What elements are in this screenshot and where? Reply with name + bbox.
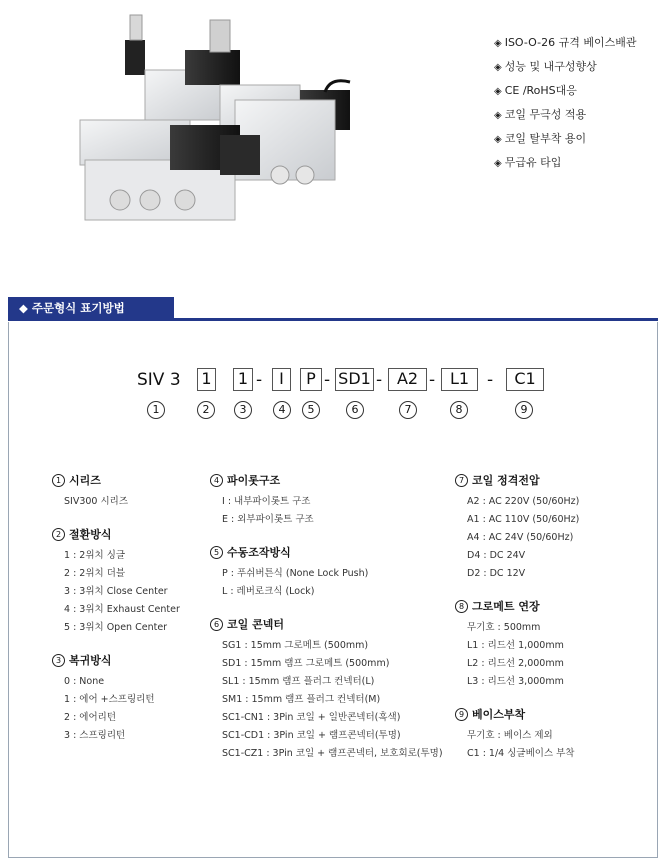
order-section-header (8, 297, 658, 321)
code-part: P (300, 368, 322, 391)
diamond-icon: ◈ (494, 62, 502, 73)
code-dash: - (256, 370, 263, 390)
code-part: C1 (506, 368, 544, 391)
spec-item: I : 내부파이롯트 구조 (222, 496, 311, 507)
code-part: A2 (388, 368, 427, 391)
code-dash: - (429, 370, 436, 390)
section-divider (8, 318, 658, 321)
spec-title: 파이롯구조 (227, 474, 281, 487)
spec-item: SC1-CN1 : 3Pin 코일 + 일반콘넥터(흑색) (222, 712, 401, 723)
spec-item: SL1 : 15mm 램프 플러그 컨넥터(L) (222, 676, 375, 687)
code-number: 3 (234, 401, 252, 419)
spec-item: 2 : 에어리턴 (64, 712, 116, 723)
spec-grommet: 8 그로메트 연장 무기호 : 500mm L1 : 리드선 1,000mm L2 : 리드선 2,000mm L3 : 리드선 3,000mm (455, 598, 579, 691)
spec-item: 5 : 3위치 Open Center (64, 622, 168, 633)
code-dash: - (324, 370, 331, 390)
spec-item: SM1 : 15mm 램프 플러그 컨넥터(M) (222, 694, 381, 705)
diamond-icon: ◈ (494, 134, 502, 145)
code-number: 2 (197, 401, 215, 419)
spec-item: L2 : 리드선 2,000mm (467, 658, 564, 669)
feature-item: ◈ 무급유 타입 (494, 156, 562, 169)
code-series: SIV 3 (137, 370, 181, 390)
spec-title: 수동조작방식 (227, 546, 291, 559)
spec-item: A1 : AC 110V (50/60Hz) (467, 514, 580, 525)
spec-item: 0 : None (64, 676, 105, 687)
code-part: I (272, 368, 291, 391)
code-number: 4 (273, 401, 291, 419)
spec-switching: 2 절환방식 1 : 2위치 싱글 2 : 2위치 더블 3 : 3위치 Close Center 4 : 3위치 Exhaust Center 5 : 3위치 Open Center (52, 526, 180, 637)
feature-list (494, 31, 636, 175)
spec-item: 2 : 2위치 더블 (64, 568, 126, 579)
spec-title: 시리즈 (69, 474, 101, 487)
diamond-icon: ◈ (494, 38, 502, 49)
spec-column-1 (52, 472, 180, 760)
code-part: L1 (441, 368, 478, 391)
spec-column-2 (210, 472, 443, 778)
spec-manual: 5 수동조작방식 P : 푸쉬버튼식 (None Lock Push) L : 레버로크식 (Lock) (210, 544, 443, 601)
diamond-icon: ◈ (494, 158, 502, 169)
diamond-icon: ◈ (494, 110, 502, 121)
feature-item: ◈ CE /RoHS대응 (494, 84, 577, 97)
spec-item: E : 외부파이롯트 구조 (222, 514, 314, 525)
order-code (0, 367, 666, 397)
spec-item: P : 푸쉬버튼식 (None Lock Push) (222, 568, 369, 579)
spec-connector: 6 코일 콘넥터 SG1 : 15mm 그로메트 (500mm) SD1 : 15mm 램프 그로메트 (500mm) SL1 : 15mm 램프 플러그 컨넥터(L) SM1 : 15mm 램프 플러그 컨넥터(M) SC1-CN1 : 3Pin 코일 + 일반콘넥터(흑색) SC1-CD1 : 3Pin 코일 + 램프콘넥터(투명) SC1-CZ1 : 3Pin 코일 + 램프콘넥터, 보호회로(투명) (210, 616, 443, 763)
feature-item: ◈ ISO-O-26 규격 베이스배관 (494, 36, 637, 49)
code-dash: - (487, 370, 494, 390)
spec-item: SIV300 시리즈 (64, 496, 129, 507)
spec-item: SD1 : 15mm 램프 그로메트 (500mm) (222, 658, 390, 669)
spec-base: 9 베이스부착 무기호 : 베이스 제외 C1 : 1/4 싱글베이스 부착 (455, 706, 579, 763)
code-part: 1 (233, 368, 253, 391)
spec-item: 3 : 3위치 Close Center (64, 586, 168, 597)
spec-title: 베이스부착 (472, 708, 526, 721)
spec-item: SC1-CD1 : 3Pin 코일 + 램프콘넥터(투명) (222, 730, 401, 741)
spec-item: A4 : AC 24V (50/60Hz) (467, 532, 574, 543)
spec-voltage: 7 코일 정격전압 A2 : AC 220V (50/60Hz) A1 : AC 110V (50/60Hz) A4 : AC 24V (50/60Hz) D4 : DC 24V D2 : DC 12V (455, 472, 579, 583)
spec-return: 3 복귀방식 0 : None 1 : 에어 +스프링리턴 2 : 에어리턴 3 : 스프링리턴 (52, 652, 180, 745)
spec-item: 무기호 : 베이스 제외 (467, 730, 553, 741)
spec-item: L1 : 리드선 1,000mm (467, 640, 564, 651)
code-number: 7 (399, 401, 417, 419)
spec-title: 코일 정격전압 (472, 474, 540, 487)
section-title: ◆ 주문형식 표기방법 (8, 297, 174, 319)
diamond-icon: ◈ (494, 86, 502, 97)
spec-title: 코일 콘넥터 (227, 618, 284, 631)
code-number: 8 (450, 401, 468, 419)
code-number: 9 (515, 401, 533, 419)
spec-title: 복귀방식 (69, 654, 112, 667)
spec-item: C1 : 1/4 싱글베이스 부착 (467, 748, 575, 759)
spec-item: 무기호 : 500mm (467, 622, 541, 633)
spec-item: L3 : 리드선 3,000mm (467, 676, 564, 687)
feature-item: ◈ 코일 무극성 적용 (494, 108, 587, 121)
spec-pilot: 4 파이롯구조 I : 내부파이롯트 구조 E : 외부파이롯트 구조 (210, 472, 443, 529)
code-number: 6 (346, 401, 364, 419)
spec-item: D2 : DC 12V (467, 568, 526, 579)
spec-title: 그로메트 연장 (472, 600, 540, 613)
spec-item: 1 : 2위치 싱글 (64, 550, 126, 561)
spec-item: 1 : 에어 +스프링리턴 (64, 694, 155, 705)
spec-item: SC1-CZ1 : 3Pin 코일 + 램프콘넥터, 보호회로(투명) (222, 748, 443, 759)
code-part: SD1 (335, 368, 374, 391)
code-part: 1 (197, 368, 216, 391)
code-dash: - (376, 370, 383, 390)
spec-series: 1 시리즈 SIV300 시리즈 (52, 472, 180, 511)
feature-item: ◈ 성능 및 내구성향상 (494, 60, 597, 73)
spec-item: 3 : 스프링리턴 (64, 730, 126, 741)
spec-item: SG1 : 15mm 그로메트 (500mm) (222, 640, 369, 651)
feature-item: ◈ 코일 탈부착 용이 (494, 132, 587, 145)
spec-item: 4 : 3위치 Exhaust Center (64, 604, 180, 615)
spec-item: D4 : DC 24V (467, 550, 526, 561)
code-number: 1 (147, 401, 165, 419)
spec-item: A2 : AC 220V (50/60Hz) (467, 496, 580, 507)
spec-item: L : 레버로크식 (Lock) (222, 586, 315, 597)
code-number: 5 (302, 401, 320, 419)
spec-column-3 (455, 472, 579, 778)
product-photo (70, 10, 390, 225)
spec-title: 절환방식 (69, 528, 112, 541)
